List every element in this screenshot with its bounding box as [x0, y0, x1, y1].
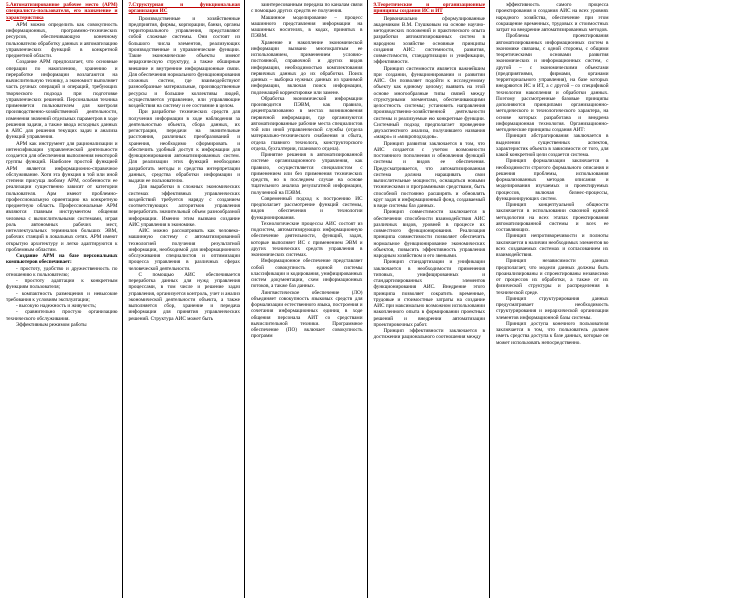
- paragraph: Лингвистическое обеспечение (ЛО) объединяет совокупность языковых средств для формализации естественного языка, построения и сочетания информационных единиц в ходе общения персонала АИТ со средствами вычислительной техники. Программное обеспечение (ПО) включает совокупность программ: [251, 289, 363, 340]
- column-3: [245, 0, 368, 598]
- column-1: [0, 0, 123, 598]
- paragraph: Обработка экономической информации производится ПЭВМ, как правило, децентрализованно в местах возникновения первичной информации, где организуются автоматизированные рабочие места специалистов той или иной управленческой службы (отдела материально-технического снабжения и сбыта, отдела главного технолога, конструкторского отдела, бухгалтерии, планового отдела).: [251, 95, 363, 152]
- section-heading-7: 7.Структурная и функциональная организация ИС: [128, 2, 240, 15]
- paragraph: Принятие решения в автоматизированной системе организационного управления, как правило, осуществляется специалистом с применением или без применения технических средств, но в последнем случае на основе тщательного анализа результатной информации, полученной на ПЭВМ.: [251, 152, 363, 196]
- paragraph: Машинное моделирование – процесс машинного представления информации на машинных носителях, в кодах, принятых в ПЭВМ.: [251, 14, 363, 40]
- paragraph: АРМ как инструмент для рационализации и интенсификации управленческой деятельности создается для обеспечения выполнения некоторой группы функций. Наиболее простой функцией АРМ является информационно-справочное обслуживание. Хотя эта функция в той или иной степени присуща любому АРМ, особенности ее реализации существенно зависят от категории пользователя. Арм имеют проблемно-профессиональную ориентацию на конкретную предметную область. Профессиональные АРМ являются главным инструментом общения человека с вычислительными системами, играя роль автономных рабочих мест, интеллектуальных терминалов больших ЭВМ, рабочих станций в локальных сетях. АРМ имеют открытую архитектуру и легко адаптируются к проблемным областям.: [6, 140, 118, 253]
- paragraph: Принцип эффективности заключается в достижении рационального соотношения между: [373, 328, 485, 341]
- paragraph: Принцип стандартизации и унификации заключается в необходимости применения типовых, унифицированных и стандартизированных элементов функционирования АИС. Внедрение этого принципа позволяет сократить временные, трудовые и стоимостные затраты на создание АИС при максимально возможном использовании накопленного опыта в формировании проектных решений и внедрении автоматизации проектировочных работ.: [373, 259, 485, 328]
- paragraph: С помощью АИС обеспечивается переработка данных для нужд управления процессами, в том числе и решение задач управления, организуется контроль, учет и анализ экономической деятельности объекта, а также выполняется сбор, хранение и передача информации для принятия управленческих решений. Структура АИС может быть: [128, 271, 240, 322]
- column-4: [368, 0, 491, 598]
- section-heading-9: 9.Теоретические и организационные принципы создания ИС и ИТ: [373, 2, 485, 15]
- paragraph: Принцип абстрагирования заключается в выделении существенных аспектов, характеристик объекта в зависимости от того, для какой конкретной цели создается система.: [496, 133, 609, 158]
- paragraph: Для выработки в сложных экономических системах эффективных управленческих воздействий требуется наряду с созданием соответствующих алгоритмов управления переработать значительный объем разнообразной информации. Именно этим вызвано создание АИС управления в экономике.: [128, 184, 240, 228]
- paragraph: Принцип структурирования данных предусматривает необходимость структурирования и иерархической организации элементов информационной базы системы.: [496, 295, 609, 321]
- paragraph: Принцип независимости данных предполагает, что модели данных должны быть проанализированы и спроектированы независимо от процессов их обработки, а также от их физической структуры и распределения в технической среде.: [496, 258, 609, 296]
- paragraph: Принцип развития заключается в том, что АИС создается с учетом возможности постоянного пополнения и обновления функций системы и видов ее обеспечения. Предусматривается, что автоматизированная система должна наращивать свои вычислительные мощности, оснащаться новыми техническими и программными средствами, быть способной постоянно расширять и обновлять круг задач и информационный фонд, создаваемый в виде системы баз данных.: [373, 140, 485, 209]
- paragraph: Создание АРМ предполагает, что основные операции по накоплению, хранению и переработке информации возлагаются на вычислительную технику, а экономист выполняет часть ручных операций и операций, требующих творческого подхода при подготовке управленческих решений. Персональная техника применяется пользователем для контроля производственно-хозяйственной деятельности, изменения значений отдельных параметров в ходе решения задачи, а также ввода исходных данных в АИС для решения текущих задач и анализа функций управления.: [6, 59, 118, 141]
- paragraph: Принцип концептуальной общности заключается в использовании сквозной единой методологии на всех этапах проектирования автоматизированной системы и всех ее составляющих.: [496, 202, 609, 233]
- paragraph: Принцип формализации заключается в необходимости строгого формального описания и решения проблемы, использования формализованных методов описания и моделирования изучаемых и проектируемых процессов, включая бизнес-процессы, функционирующих систем.: [496, 158, 609, 202]
- paragraph: Информационное обеспечение представляет собой совокупность единой системы классификации и кодирования, унифицированных систем документации, схем информационных потоков, а также баз данных.: [251, 258, 363, 290]
- column-5: [490, 0, 613, 598]
- bold-text: Создание АРМ на базе персональных компьютеров обеспечивает:: [6, 253, 118, 266]
- paragraph: Производственные и хозяйственные предприятия, фирмы, корпорации, банки, органы территориального управления, представляют собой сложные системы. Они состоят из большого числа элементов, реализующих производственные и управленческие функции. Такие экономические объекты имеют иерархическую структуру, а также обширные внешние и внутренние информационные связи. Для обеспечения нормального функционирования сложных систем, где взаимодействуют разнообразные материальные, производственные ресурсы и большие коллективы людей, осуществляется управление, или управляющие воздействия на систему и ее состояние в целом.: [128, 15, 240, 109]
- paragraph: Проблемы проектирования автоматизированных информационных систем в экономике связаны, с одной стороны, с общими теоретическими основами развития экономических и информационных систем, с другой – с экономическими объектами (предприятиями, фирмами, органами территориального управления), на базе которых внедряются ИС и ИТ, а с другой – со спецификой технологии накопления и обработки данных. Поэтому рассмотренные базовые принципы дополняются принципами организационно-методического и технологического характера, на основе которых разработана и внедрена информационная технология. Организационно-методические принципы создания АИТ:: [496, 33, 609, 133]
- paragraph: Принцип доступа конечного пользователя заключается в том, что пользователь должен иметь средства доступа к базе данных, которые он может использовать непосредственно.: [496, 320, 609, 346]
- paragraph: эффективность самого процесса проектирования и создания АИС на всех уровнях народного хозяйства, обеспечение при этом сокращение временных, трудовых и стоимостных затрат на внедрение автоматизированных методов.: [496, 2, 609, 33]
- paragraph: Первоначально сформулированные академиком В.М. Глушковым на основе научно-методических положений и практического опыта разработки автоматизированных систем в народном хозяйстве основные принципы создания АИС: системности, развития, совместимости, стандартизации и унификации, эффективности.: [373, 15, 485, 66]
- paragraph: Современный подход к построению ИС предполагает рассмотрение функций системы, видов обеспечения и технологии функционирования.: [251, 195, 363, 221]
- paragraph: заинтересованным передача по каналам связи с помощью других средств ее получения.: [251, 2, 363, 15]
- list-item: - компактность размещения и невысокие требования к условиям эксплуатации;: [6, 290, 118, 303]
- paragraph: Эффективным режимом работы: [16, 321, 87, 328]
- paragraph: Принцип совместимости заключается в обеспечении способности взаимодействия АИС различных видов, уровней в процессе их совместного функционирования. Реализация принципа совместимости позволяет обеспечить нормальное функционирование экономических объектов, повысить эффективность управления народным хозяйством и его звеньями.: [373, 209, 485, 259]
- paragraph: АИС можно рассматривать как человеко-машинную систему с автоматизированной технологией получения результатной информации, необходимой для информационного обслуживания специалистов и оптимизации процесса управления в различных сферах человеческой деятельности.: [128, 228, 240, 272]
- list-item: - простоту, удобство и дружественность по отношению к пользователю;: [6, 265, 118, 278]
- paragraph: Принцип системности является важнейшим при создании, функционировании и развитии АИС. Он позволяет подойти к исследуемому объекту как единому целому; выявить на этой основе многообразные типы связей между структурными элементами, обеспечивающими целостность системы; установить направления производственно-хозяйственной деятельности системы и реализуемые ею конкретные функции. Системный подход предполагает проведение двухаспектного анализа, получившего названия «макро» и «микроподходов».: [373, 65, 485, 141]
- column-2: [123, 0, 246, 598]
- paragraph: [6, 253, 118, 266]
- list-item: - высокую надежность и живучесть;: [16, 303, 97, 309]
- paragraph: АРМ можно определить как совокупность информационных, программно-технических ресурсов, обеспечивающую конечному пользователю обработку данных и автоматизацию управленческих функций в конкретной предметной области.: [6, 21, 118, 59]
- section-heading-5: 5.Автоматизированное рабочее место (АРМ) специалиста-пользователя, его назначение и характеристика: [6, 2, 118, 21]
- paragraph: Хранение и накопление экономической информации вызвано многократным ее использованием, применением условно-постоянной, справочной и других видов информации, необходимостью комплектования первичных данных до их обработки. Поиск данных – выборка нужных данных из хранимой информации, включая поиск информации, подлежащей корректировке или замене.: [251, 39, 363, 96]
- paragraph: При разработке технических средств для получения информации в ходе наблюдения за деятельностью объекта, сбора данных, их регистрации, передачи на значительные расстояния, различных преобразований и хранения, необходимо сформировать и обеспечить удобный доступ к информации для функционирования автоматизированных систем. Для реализации этих функций необходимо разработать методы и средства интерпретации данных, средства обработки информации и выдачи ее пользователю.: [128, 109, 240, 184]
- list-item: - простоту адаптации к конкретным функциям пользователя;: [6, 278, 118, 291]
- paragraph: Принцип непротиворечивости и полноты заключается в наличии необходимых элементов во всех создаваемых системах и согласованием их взаимодействия.: [496, 233, 609, 258]
- list-item: - сравнительно простую организацию технического обслуживания.: [6, 309, 118, 322]
- paragraph: Технологические процессы АИС состоят из подсистем, автоматизирующих информационную обеспечение деятельности, функций, задач, которые выполняет ИС с применением ЭВМ и других технических средств управления в экономических системах.: [251, 220, 363, 258]
